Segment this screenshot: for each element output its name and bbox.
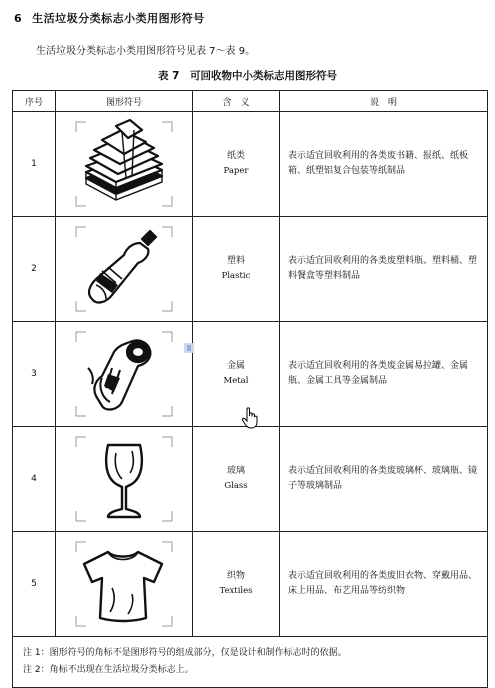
section-heading	[14, 10, 205, 26]
hand-cursor-icon	[240, 406, 262, 430]
section-number: 6	[14, 12, 23, 25]
meaning-zh: 纸类	[226, 151, 245, 161]
row-description: 表示适宜回收利用的各类废旧衣物、穿戴用品、床上用品、布艺用品等纺织物	[280, 532, 488, 637]
row-number: 5	[13, 532, 56, 637]
row-description: 表示适宜回收利用的各类废塑料瓶、塑料桶、塑料餐盒等塑料制品	[280, 217, 488, 322]
note-2: 注 2：角标不出现在生活垃圾分类标志上。	[23, 665, 194, 675]
table-row	[13, 532, 488, 637]
meaning-zh: 塑料	[226, 256, 245, 266]
row-description: 表示适宜回收利用的各类废玻璃杯、玻璃瓶、镜子等玻璃制品	[280, 427, 488, 532]
table-row	[13, 112, 488, 217]
row-number: 1	[13, 112, 56, 217]
intro-paragraph: 生活垃圾分类标志小类用图形符号见表 7～表 9。	[36, 46, 256, 57]
wine-glass-icon	[72, 433, 176, 525]
row-number: 4	[13, 427, 56, 532]
meaning-en: Metal	[223, 376, 249, 386]
paper-icon	[72, 118, 176, 210]
meaning-en: Textiles	[219, 586, 253, 596]
meaning-zh: 织物	[226, 571, 245, 581]
meaning-zh: 金属	[226, 361, 245, 371]
row-number: 2	[13, 217, 56, 322]
symbol-table	[12, 90, 488, 688]
meaning-en: Glass	[224, 481, 248, 491]
section-title: 生活垃圾分类标志小类用图形符号	[32, 12, 205, 25]
table-row	[13, 217, 488, 322]
tshirt-icon	[72, 538, 176, 630]
note-1: 注 1：图形符号的角标不是图形符号的组成部分，仅是设计和制作标志时的依据。	[23, 648, 347, 658]
meaning-zh: 玻璃	[226, 466, 245, 476]
table-header-row	[13, 91, 488, 112]
row-description: 表示适宜回收利用的各类废金属易拉罐、金属瓶、金属工具等金属制品	[280, 322, 488, 427]
meaning-en: Plastic	[221, 271, 251, 281]
row-number: 3	[13, 322, 56, 427]
metal-can-icon	[72, 328, 176, 420]
meaning-en: Paper	[223, 166, 249, 176]
col-header-meaning: 含 义	[193, 91, 280, 112]
col-header-description: 说 明	[280, 91, 488, 112]
col-header-figure: 图形符号	[56, 91, 193, 112]
row-description: 表示适宜回收利用的各类废书籍、报纸、纸板箱、纸塑铝复合包装等纸制品	[280, 112, 488, 217]
watermark-dot-icon	[182, 341, 196, 355]
plastic-bottle-icon	[72, 223, 176, 315]
table-row	[13, 427, 488, 532]
table-caption: 表 7 可回收物中小类标志用图形符号	[158, 70, 337, 82]
col-header-no: 序号	[13, 91, 56, 112]
